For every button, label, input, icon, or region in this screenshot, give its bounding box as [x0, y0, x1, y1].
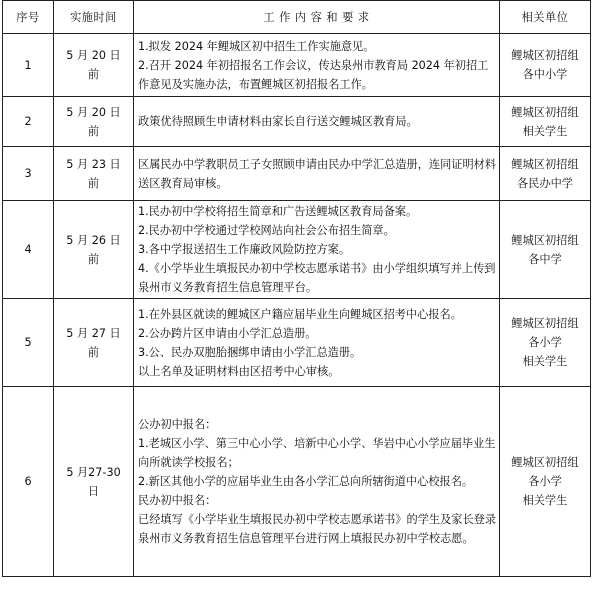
row-content [134, 34, 500, 97]
row-unit [500, 147, 591, 201]
unit-line: 相关学生 [522, 494, 568, 507]
content-line: 2.民办初中学校通过学校网站向社会公布招生简章。 [138, 224, 395, 237]
row-unit [500, 387, 591, 577]
header-time: 实施时间 [54, 1, 134, 34]
unit-line: 各民办中学 [517, 176, 573, 190]
row-unit [500, 34, 591, 97]
unit-line: 各中小学 [522, 68, 568, 81]
unit-line: 各小学 [528, 336, 562, 349]
row-time: 5 月 27 日前 [54, 299, 134, 387]
row-number: 5 [3, 299, 54, 387]
table-row [3, 387, 591, 577]
row-unit [500, 201, 591, 299]
content-line: 政策优待照顾生申请材料由家长自行送交鲤城区教育局。 [138, 115, 418, 128]
table-row [3, 34, 591, 97]
header-row [3, 1, 591, 34]
row-time: 5 月 23 日前 [54, 147, 134, 201]
row-time: 5 月 20 日前 [54, 34, 134, 97]
content-line: 已经填写《小学毕业生填报民办初中学校志愿承诺书》的学生及家长登录泉州市义务教育招生信息管理平台进行网上填报民办初中学校志愿。 [138, 513, 497, 545]
row-number: 6 [3, 387, 54, 577]
row-content [134, 299, 500, 387]
content-line: 1.老城区小学、第三中心小学、培新中心小学、华岩中心小学应届毕业生向所就读学校报名； [138, 437, 496, 469]
unit-line: 鲤城区初招组 [511, 317, 579, 330]
unit-line: 相关学生 [522, 124, 568, 138]
content-line: 公办初中报名： [138, 418, 217, 431]
row-content [134, 387, 500, 577]
schedule-table [2, 0, 591, 577]
content-line: 4.《小学毕业生填报民办初中学校志愿承诺书》由小学组织填写并上传到泉州市义务教育招生信息管理平台。 [138, 262, 496, 294]
header-unit: 相关单位 [500, 1, 591, 34]
content-line: 以上名单及证明材料由区招考中心审核。 [138, 364, 340, 378]
unit-line: 鲤城区初招组 [511, 233, 579, 247]
unit-line: 各小学 [528, 475, 562, 488]
content-line: 2.新区其他小学的应届毕业生由各小学汇总向所辖街道中心校报名。 [138, 475, 474, 488]
unit-line: 各中学 [528, 252, 562, 266]
row-time: 5 月 26 日前 [54, 201, 134, 299]
row-content [134, 147, 500, 201]
content-line: 民办初中报名： [138, 494, 217, 507]
table-row [3, 201, 591, 299]
table-row [3, 97, 591, 147]
row-number: 4 [3, 201, 54, 299]
header-no: 序号 [3, 1, 54, 34]
content-line: 1.在外县区就读的鲤城区户籍应届毕业生向鲤城区招考中心报名。 [138, 307, 462, 321]
row-content [134, 201, 500, 299]
unit-line: 相关学生 [522, 355, 568, 368]
unit-line: 鲤城区初招组 [511, 105, 579, 119]
row-content [134, 97, 500, 147]
content-line: 区属民办中学教职员工子女照顾申请由民办中学汇总造册，连同证明材料送区教育局审核。 [138, 157, 497, 190]
content-line: 3.各中学报送招生工作廉政风险防控方案。 [138, 243, 351, 256]
table-row [3, 147, 591, 201]
unit-line: 鲤城区初招组 [511, 157, 579, 171]
header-content: 工 作 内 容 和 要 求 [134, 1, 500, 34]
content-line: 1.民办初中学校将招生简章和广告送鲤城区教育局备案。 [138, 205, 418, 218]
content-line: 3.公、民办双胞胎捆绑申请由小学汇总造册。 [138, 345, 362, 359]
row-unit [500, 299, 591, 387]
row-time: 5 月 20 日前 [54, 97, 134, 147]
row-number: 1 [3, 34, 54, 97]
row-number: 3 [3, 147, 54, 201]
table-row [3, 299, 591, 387]
unit-line: 鲤城区初招组 [511, 456, 579, 469]
row-time: 5 月27-30 日 [54, 387, 134, 577]
row-unit [500, 97, 591, 147]
content-line: 2.公办跨片区申请由小学汇总造册。 [138, 326, 317, 340]
unit-line: 鲤城区初招组 [511, 49, 579, 62]
row-number: 2 [3, 97, 54, 147]
content-line: 1.拟发 2024 年鲤城区初中招生工作实施意见。 [138, 39, 375, 53]
content-line: 2.召开 2024 年初招报名工作会议，传达泉州市教育局 2024 年初招工作意见及实施办法，布置鲤城区初招报名工作。 [138, 58, 489, 91]
